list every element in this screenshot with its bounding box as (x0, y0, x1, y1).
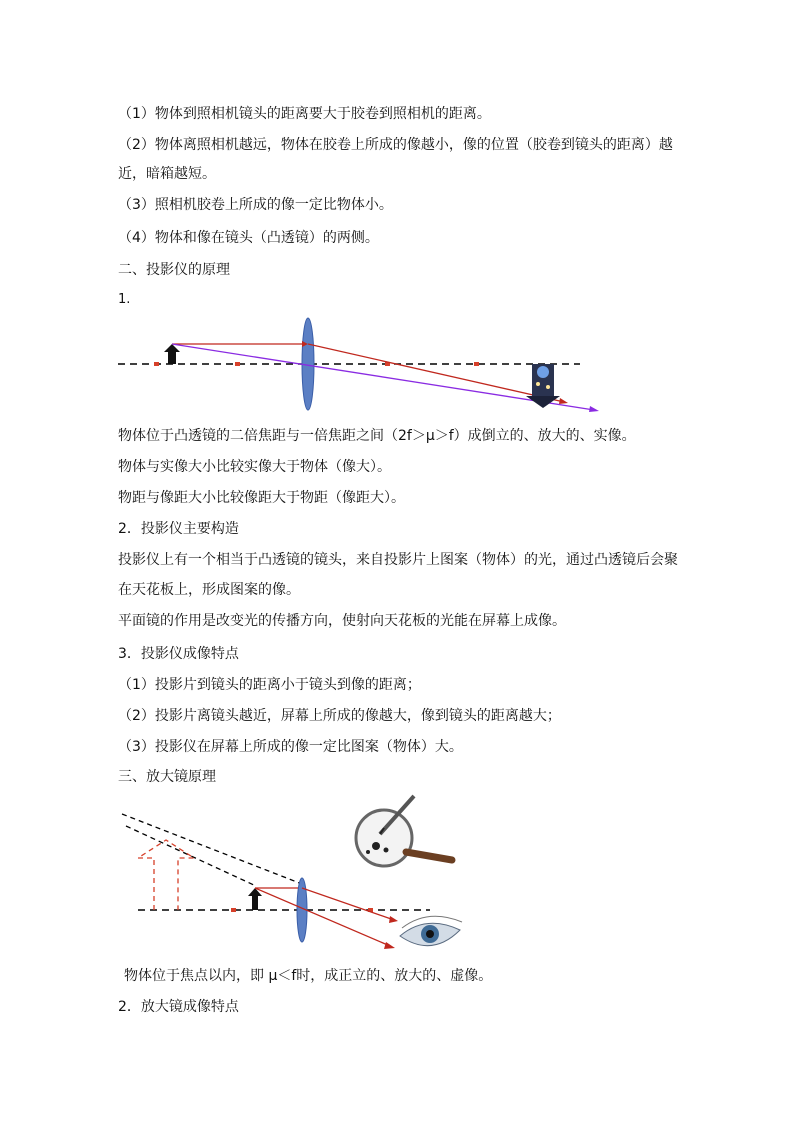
camera-point-4: （4）物体和像在镜头（凸透镜）的两侧。 (118, 230, 379, 246)
ray-center (255, 888, 390, 946)
projector-statement-3: 物距与像距大小比较像距大于物距（像距大）。 (118, 490, 405, 506)
ray-center (172, 344, 594, 410)
camera-point-1: （1）物体到照相机镜头的距离要大于胶卷到照相机的距离。 (118, 106, 491, 122)
magnifier-statement: 物体位于焦点以内，即 μ＜f时，成正立的、放大的、虚像。 (124, 968, 493, 984)
focus-point (231, 908, 236, 912)
magnifier-diagram (118, 788, 468, 960)
magnifier-features-heading: 2．放大镜成像特点 (118, 999, 239, 1015)
projector-feature-1: （1）投影片到镜头的距离小于镜头到像的距离； (118, 677, 421, 693)
eye-icon (400, 916, 462, 945)
magnifying-glass-icon (356, 796, 452, 866)
camera-point-2: （2）物体离照相机越远，物体在胶卷上所成的像越小，像的位置（胶卷到镜头的距离）越 (118, 137, 673, 153)
virtual-image-arrow (138, 840, 194, 910)
camera-point-2-cont: 近，暗箱越短。 (118, 166, 216, 182)
virtual-ray (122, 814, 302, 884)
projector-heading: 二、投影仪的原理 (118, 262, 230, 278)
projector-construction-text: 投影仪上有一个相当于凸透镜的镜头，来自投影片上图案（物体）的光，通过凸透镜后会聚 (118, 552, 678, 568)
projector-statement-2: 物体与实像大小比较实像大于物体（像大）。 (118, 459, 391, 475)
projector-mirror-text: 平面镜的作用是改变光的传播方向，使射向天花板的光能在屏幕上成像。 (118, 613, 566, 629)
real-image (526, 364, 560, 408)
object-arrow (248, 888, 262, 910)
focus-point (235, 362, 240, 366)
ray-refracted (308, 344, 564, 402)
focus-point (154, 362, 159, 366)
projector-construction-heading: 2．投影仪主要构造 (118, 521, 239, 537)
object-arrow (164, 344, 180, 364)
camera-point-3: （3）照相机胶卷上所成的像一定比物体小。 (118, 197, 393, 213)
projector-item-number: 1. (118, 292, 131, 307)
ray-refracted (302, 888, 394, 920)
projector-feature-2: （2）投影片离镜头越近，屏幕上所成的像越大，像到镜头的距离越大； (118, 708, 561, 724)
projector-construction-text-cont: 在天花板上，形成图案的像。 (118, 582, 300, 598)
focus-point (474, 362, 479, 366)
projector-features-heading: 3．投影仪成像特点 (118, 646, 239, 662)
projector-diagram (118, 314, 608, 416)
projector-feature-3: （3）投影仪在屏幕上所成的像一定比图案（物体）大。 (118, 739, 463, 755)
magnifier-heading: 三、放大镜原理 (118, 769, 216, 785)
projector-statement-1: 物体位于凸透镜的二倍焦距与一倍焦距之间（2f＞μ＞f）成倒立的、放大的、实像。 (118, 428, 636, 444)
